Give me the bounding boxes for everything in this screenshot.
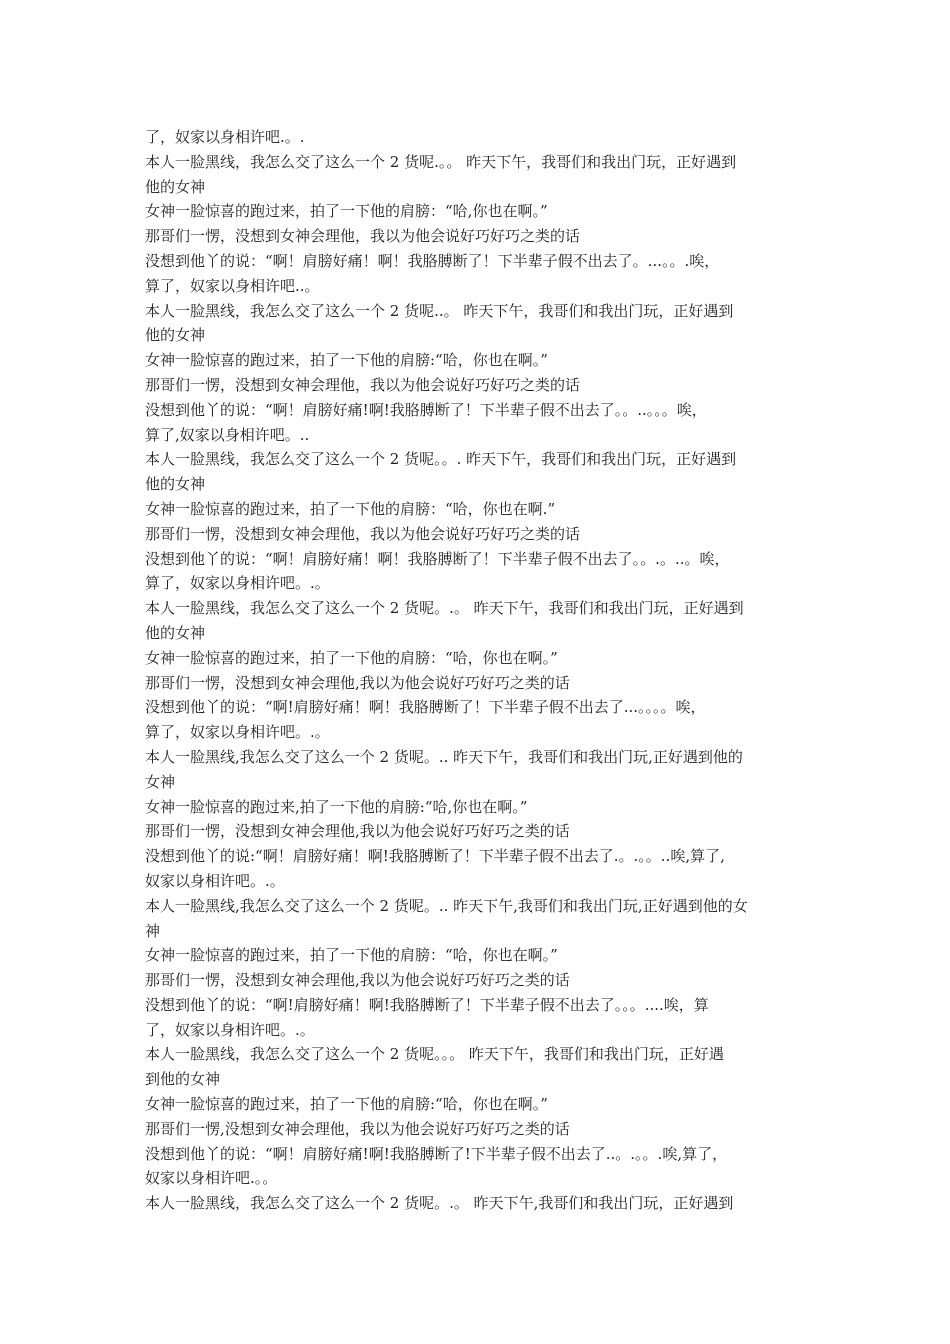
text-line: 他的女神	[145, 177, 206, 196]
text-line: 女神一脸惊喜的跑过来，拍了一下他的肩膀：“哈,你也在啊。”	[145, 202, 548, 221]
text-line: 女神一脸惊喜的跑过来，拍了一下他的肩膀：“哈，你也在啊.”	[145, 499, 556, 518]
text-line: 女神一脸惊喜的跑过来，拍了一下他的肩膀:“哈，你也在啊。”	[145, 351, 548, 370]
text-line: 神	[145, 921, 161, 940]
document-text-body	[145, 125, 825, 1216]
text-line: 奴家以身相许吧。.。	[145, 871, 285, 890]
text-line: 没想到他丫的说：“啊！肩膀好痛！啊！我胳膊断了！下半辈子假不出去了。。.。..。唉，	[145, 549, 730, 568]
text-line: 本人一脸黑线，我怎么交了这么一个 2 货呢。.。 昨天下午,我哥们和我出门玩，正好遇到	[145, 1194, 734, 1213]
text-line: 算了,奴家以身相许吧。..	[145, 425, 310, 444]
text-line: 女神	[145, 772, 176, 791]
text-line: 女神一脸惊喜的跑过来，拍了一下他的肩膀:“哈，你也在啊。”	[145, 1095, 548, 1114]
text-line: 本人一脸黑线，我怎么交了这么一个 2 货呢.。。 昨天下午，我哥们和我出门玩，正好遇到	[145, 152, 737, 171]
text-line: 女神一脸惊喜的跑过来，拍了一下他的肩膀：“哈，你也在啊。”	[145, 648, 558, 667]
text-line: 他的女神	[145, 326, 206, 345]
text-line: 没想到他丫的说：“啊！肩膀好痛!啊!我胳膊断了！下半辈子假不出去了。。..。。。唉，	[145, 400, 707, 419]
text-line: 没想到他丫的说：“啊！肩膀好痛!啊!我胳膊断了!下半辈子假不出去了..。.。。.唉,算了，	[145, 1144, 728, 1163]
text-line: 算了，奴家以身相许吧..。	[145, 276, 320, 295]
text-line: 女神一脸惊喜的跑过来,拍了一下他的肩膀:“哈,你也在啊。”	[145, 797, 528, 816]
text-line: 了，奴家以身相许吧。.。	[145, 1020, 315, 1039]
text-line: 那哥们一愣，没想到女神会理他，我以为他会说好巧好巧之类的话	[145, 375, 581, 394]
text-line: 那哥们一愣，没想到女神会理他,我以为他会说好巧好巧之类的话	[145, 822, 570, 841]
text-line: 没想到他丫的说：“啊！肩膀好痛！啊！我胳膊断了！下半辈子假不出去了。...。。.唉，	[145, 251, 720, 270]
text-line: 了，奴家以身相许吧.。.	[145, 128, 305, 146]
text-line: 本人一脸黑线，我怎么交了这么一个 2 货呢。。。 昨天下午，我哥们和我出门玩，正好遇	[145, 1045, 724, 1064]
text-line: 没想到他丫的说：“啊!肩膀好痛！啊！我胳膊断了！下半辈子假不出去了...。。。。唉，	[145, 698, 706, 717]
text-line: 本人一脸黑线，我怎么交了这么一个 2 货呢。.。 昨天下午，我哥们和我出门玩，正好遇到	[145, 599, 744, 618]
text-line: 本人一脸黑线，我怎么交了这么一个 2 货呢。。. 昨天下午，我哥们和我出门玩，正好遇到	[145, 450, 737, 469]
text-line: 那哥们一愣，没想到女神会理他，我以为他会说好巧好巧之类的话	[145, 227, 581, 246]
text-line: 女神一脸惊喜的跑过来，拍了一下他的肩膀：“哈，你也在啊。”	[145, 946, 558, 965]
text-line: 到他的女神	[145, 1070, 221, 1089]
text-line: 没想到他丫的说:“啊！肩膀好痛！啊!我胳膊断了！下半辈子假不出去了.。.。。..唉,算了,	[145, 847, 725, 866]
text-line: 本人一脸黑线,我怎么交了这么一个 2 货呢。.. 昨天下午，我哥们和我出门玩,正好遇到他的	[145, 747, 743, 766]
text-line: 没想到他丫的说：“啊!肩膀好痛！啊!我胳膊断了！下半辈子假不出去了。。。....唉，算	[145, 995, 709, 1014]
text-line: 他的女神	[145, 475, 206, 494]
text-line: 他的女神	[145, 623, 206, 642]
text-line: 算了，奴家以身相许吧。.。	[145, 574, 330, 593]
text-line: 那哥们一愣,没想到女神会理他，我以为他会说好巧好巧之类的话	[145, 1119, 570, 1138]
text-line: 那哥们一愣，没想到女神会理他,我以为他会说好巧好巧之类的话	[145, 971, 570, 990]
text-line: 那哥们一愣，没想到女神会理他，我以为他会说好巧好巧之类的话	[145, 524, 581, 543]
text-line: 本人一脸黑线,我怎么交了这么一个 2 货呢。.. 昨天下午,我哥们和我出门玩,正好遇到他的女	[145, 896, 748, 915]
text-line: 算了，奴家以身相许吧。.。	[145, 723, 330, 742]
text-line: 奴家以身相许吧.。。	[145, 1169, 278, 1188]
text-line: 那哥们一愣，没想到女神会理他,我以为他会说好巧好巧之类的话	[145, 673, 570, 692]
text-line: 本人一脸黑线，我怎么交了这么一个 2 货呢..。 昨天下午，我哥们和我出门玩，正好遇到	[145, 301, 734, 320]
